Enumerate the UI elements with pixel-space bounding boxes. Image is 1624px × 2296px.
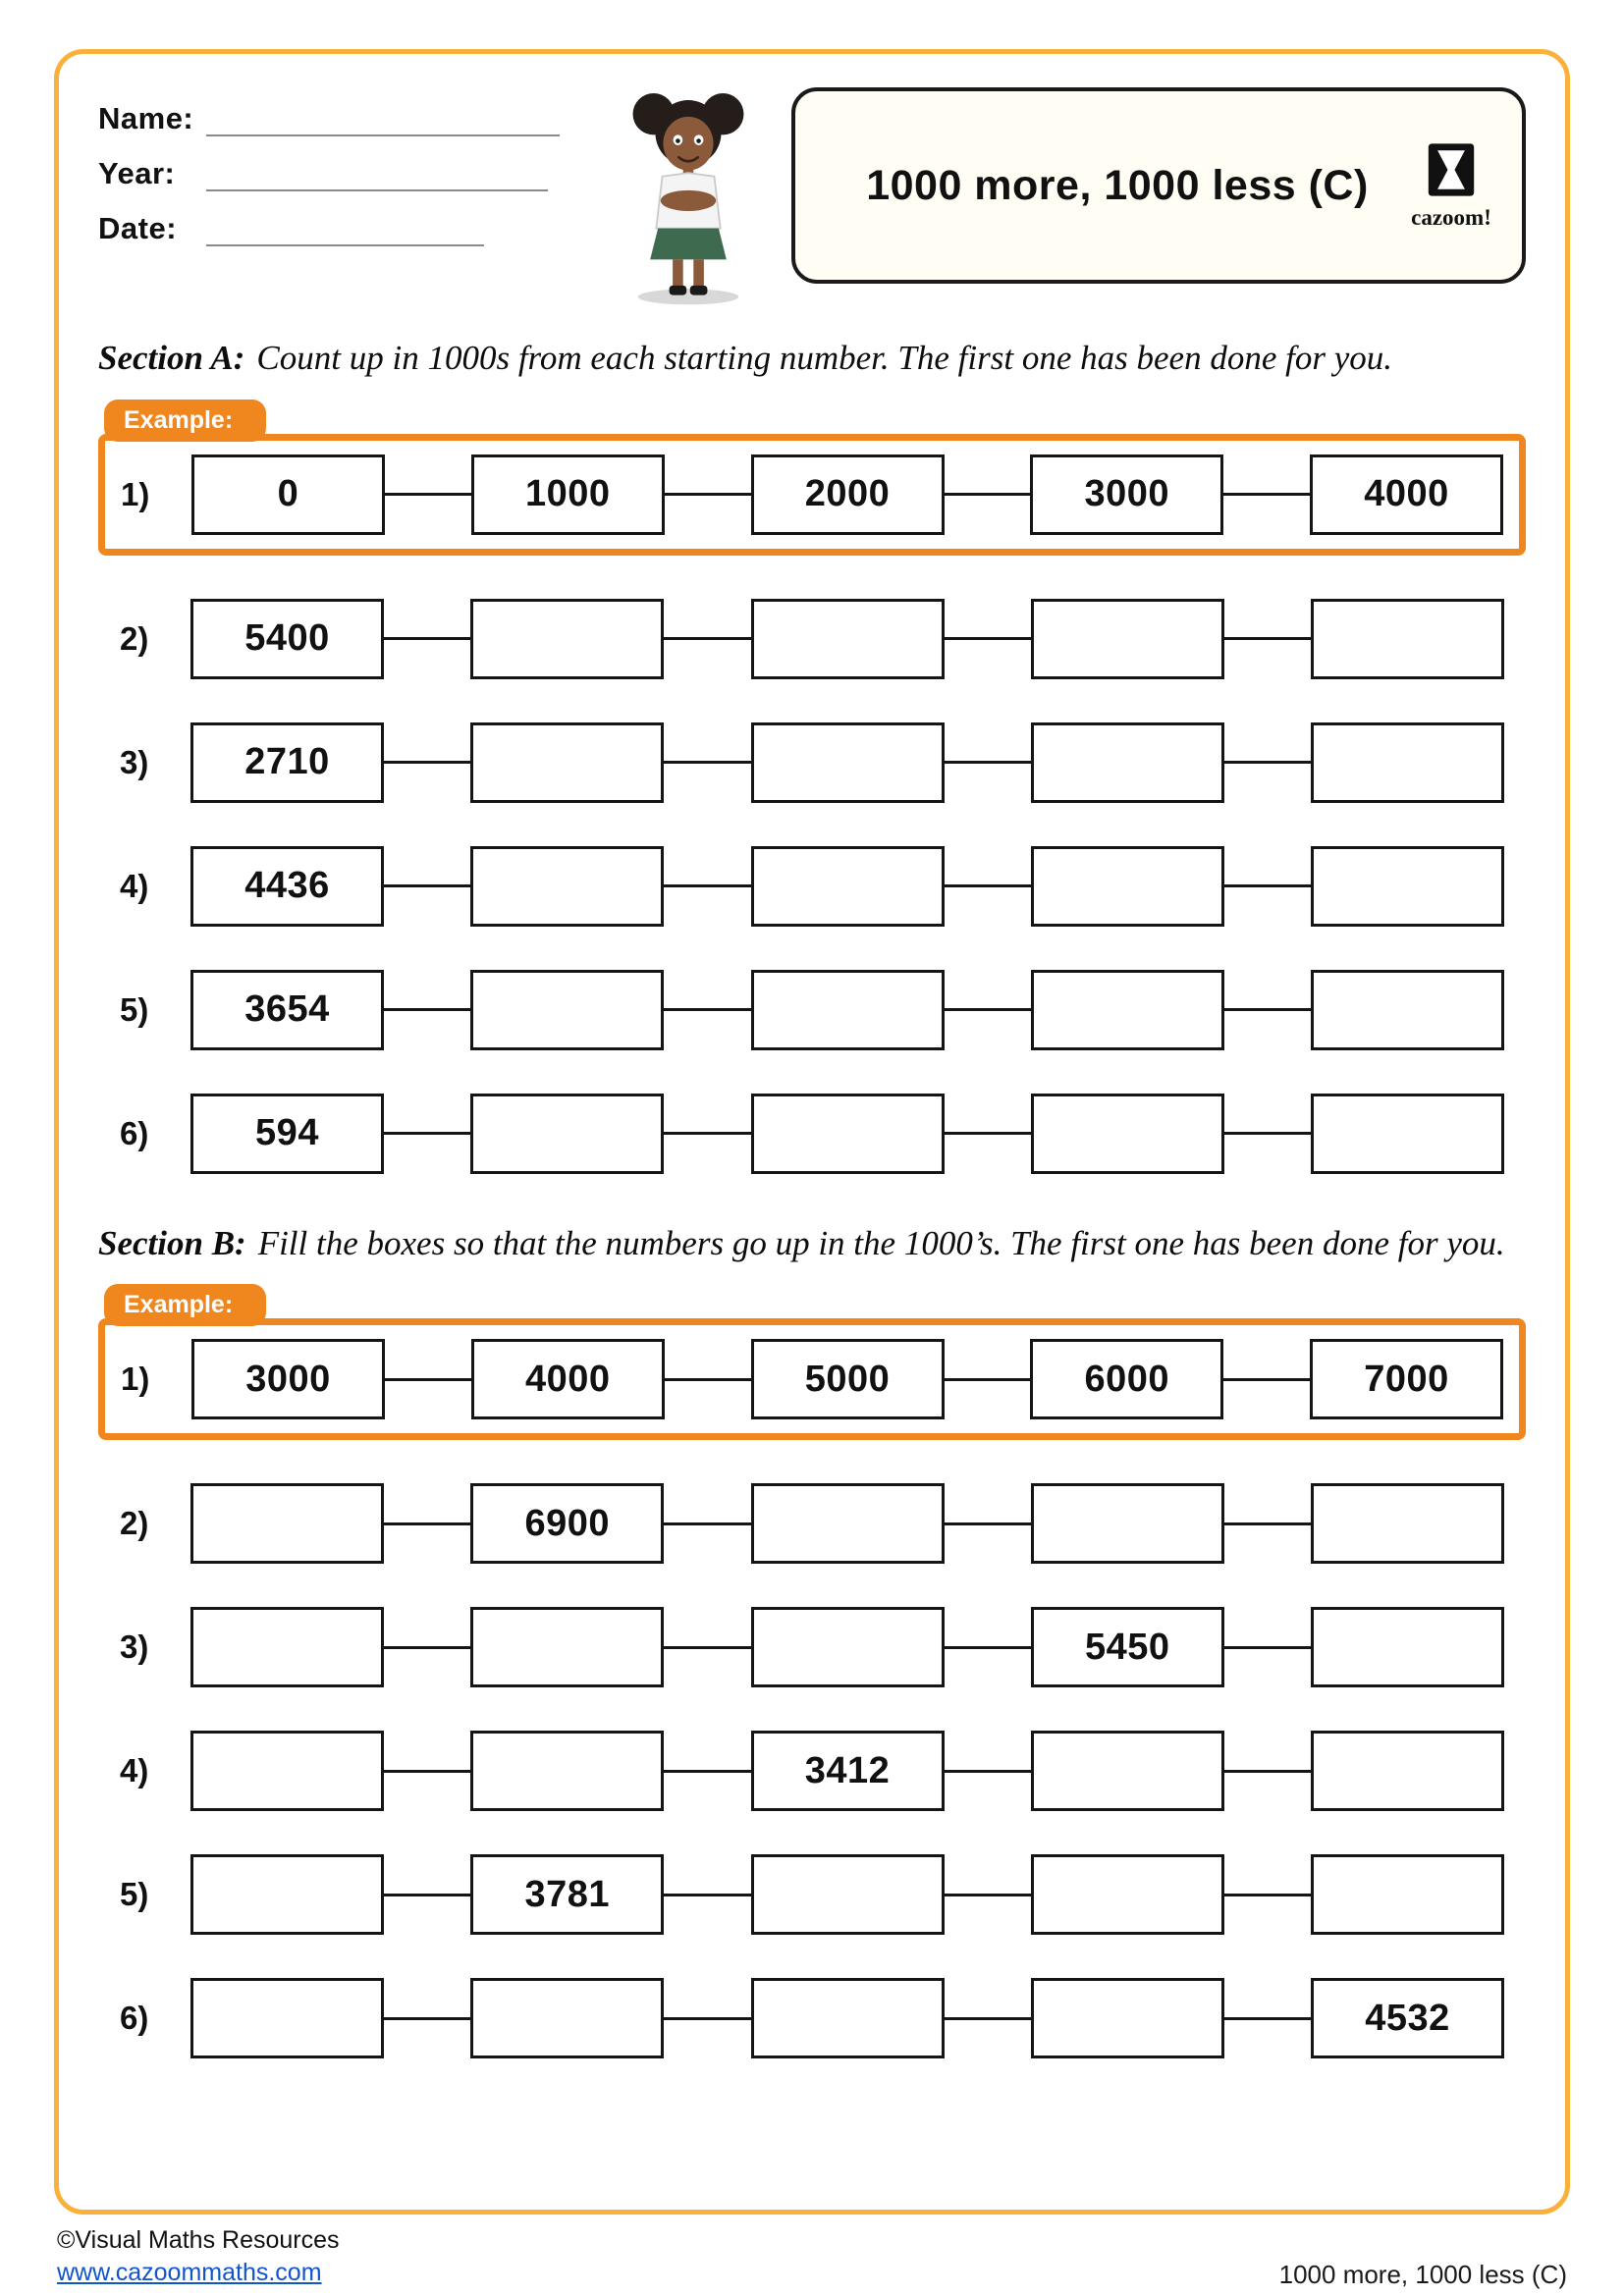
answer-box[interactable] xyxy=(1311,970,1504,1050)
example-frame xyxy=(98,434,1526,556)
row-number-label: 5) xyxy=(120,990,149,1028)
row-number-label: 3) xyxy=(120,743,149,780)
website-link[interactable]: www.cazoommaths.com xyxy=(57,2259,322,2287)
sequence-row xyxy=(98,1483,1526,1564)
page-border xyxy=(54,49,1570,2215)
example-frame xyxy=(98,1318,1526,1440)
connector-line xyxy=(1224,1894,1311,1896)
answer-box[interactable] xyxy=(1031,599,1224,679)
connector-line xyxy=(945,1894,1031,1896)
student-character-illustration xyxy=(615,87,762,310)
number-box: 3654 xyxy=(190,970,384,1050)
sequence-row xyxy=(98,1978,1526,2058)
hourglass-icon xyxy=(1426,141,1477,198)
number-box: 7000 xyxy=(1310,1339,1503,1419)
answer-box[interactable] xyxy=(1031,970,1224,1050)
title-box xyxy=(791,87,1526,284)
number-box: 2710 xyxy=(190,722,384,803)
connector-line xyxy=(1223,493,1310,496)
answer-box[interactable] xyxy=(470,1731,664,1811)
connector-line xyxy=(664,761,750,764)
answer-box[interactable] xyxy=(1031,1978,1224,2058)
connector-line xyxy=(384,761,470,764)
cartoon-girl-icon xyxy=(615,87,762,305)
answer-box[interactable] xyxy=(1311,722,1504,803)
connector-line xyxy=(664,2017,750,2020)
footer-page-title: 1000 more, 1000 less (C) xyxy=(1278,2260,1567,2289)
page-footer xyxy=(57,2224,1567,2291)
connector-line xyxy=(664,1646,750,1649)
number-box: 5400 xyxy=(190,599,384,679)
row-number-label: 2) xyxy=(120,619,149,657)
number-box: 3781 xyxy=(470,1854,664,1935)
cazoom-logo xyxy=(1406,141,1496,231)
sequence-row xyxy=(98,1731,1526,1811)
answer-box[interactable] xyxy=(751,1854,945,1935)
row-number-label: 6) xyxy=(120,2000,149,2037)
answer-box[interactable] xyxy=(1031,846,1224,927)
number-box: 4000 xyxy=(471,1339,665,1419)
connector-line xyxy=(665,493,751,496)
number-box: 594 xyxy=(190,1094,384,1174)
section-b-instructions xyxy=(98,1221,1526,1267)
answer-box[interactable] xyxy=(1311,1607,1504,1687)
answer-box[interactable] xyxy=(470,1978,664,2058)
row-number-label: 5) xyxy=(120,1876,149,1913)
connector-line xyxy=(945,493,1031,496)
connector-line xyxy=(1223,1378,1310,1381)
answer-box[interactable] xyxy=(190,1483,384,1564)
row-number-label: 2) xyxy=(120,1505,149,1542)
sequence-row xyxy=(98,1094,1526,1174)
answer-box[interactable] xyxy=(751,846,945,927)
connector-line xyxy=(1224,1646,1311,1649)
section-a-heading: Section A: xyxy=(98,339,245,377)
row-number-label: 4) xyxy=(120,867,149,904)
section-a-instructions xyxy=(98,336,1526,382)
number-box: 5000 xyxy=(751,1339,945,1419)
connector-line xyxy=(945,1008,1031,1011)
row-number-label: 3) xyxy=(120,1629,149,1666)
section-b xyxy=(98,1221,1526,2059)
date-input-line[interactable] xyxy=(206,211,484,246)
answer-box[interactable] xyxy=(1031,1854,1224,1935)
connector-line xyxy=(664,1770,750,1773)
number-box: 3412 xyxy=(751,1731,945,1811)
name-input-line[interactable] xyxy=(206,101,560,136)
connector-line xyxy=(384,1008,470,1011)
answer-box[interactable] xyxy=(190,1607,384,1687)
number-box: 4532 xyxy=(1311,1978,1504,2058)
connector-line xyxy=(664,1894,750,1896)
section-b-instruction-text: Fill the boxes so that the numbers go up in the 1000’s. The first one has been done for you. xyxy=(257,1223,1505,1262)
answer-box[interactable] xyxy=(1311,1854,1504,1935)
example-badge: Example: xyxy=(104,1284,266,1326)
connector-line xyxy=(945,1770,1031,1773)
connector-line xyxy=(664,884,750,887)
sequence-row xyxy=(98,599,1526,679)
number-box: 5450 xyxy=(1031,1607,1224,1687)
connector-line xyxy=(945,1646,1031,1649)
name-label: Name: xyxy=(98,101,194,135)
sequence-row xyxy=(98,1607,1526,1687)
connector-line xyxy=(384,1132,470,1135)
connector-line xyxy=(945,1132,1031,1135)
answer-box[interactable] xyxy=(470,846,664,927)
connector-line xyxy=(384,1522,470,1525)
sequence-row xyxy=(98,846,1526,927)
connector-line xyxy=(945,637,1031,640)
row-number-label: 6) xyxy=(120,1114,149,1151)
answer-box[interactable] xyxy=(751,722,945,803)
answer-box[interactable] xyxy=(1031,1731,1224,1811)
connector-line xyxy=(385,493,471,496)
connector-line xyxy=(1224,884,1311,887)
connector-line xyxy=(1224,1132,1311,1135)
answer-box[interactable] xyxy=(1031,1483,1224,1564)
copyright-text: ©Visual Maths Resources xyxy=(57,2225,340,2254)
connector-line xyxy=(1224,637,1311,640)
answer-box[interactable] xyxy=(751,1978,945,2058)
connector-line xyxy=(945,761,1031,764)
connector-line xyxy=(1224,1770,1311,1773)
connector-line xyxy=(945,884,1031,887)
number-box: 4000 xyxy=(1310,454,1503,535)
answer-box[interactable] xyxy=(751,1094,945,1174)
connector-line xyxy=(1224,761,1311,764)
connector-line xyxy=(945,1378,1031,1381)
answer-box[interactable] xyxy=(1031,722,1224,803)
cazoom-logo-text: cazoom! xyxy=(1411,204,1491,230)
connector-line xyxy=(665,1378,751,1381)
date-field-row xyxy=(98,211,609,246)
connector-line xyxy=(664,1132,750,1135)
row-number-label: 1) xyxy=(121,1361,150,1398)
answer-box[interactable] xyxy=(1311,846,1504,927)
connector-line xyxy=(664,1008,750,1011)
number-box: 3000 xyxy=(1030,454,1223,535)
answer-box[interactable] xyxy=(751,970,945,1050)
answer-box[interactable] xyxy=(751,1483,945,1564)
number-box: 4436 xyxy=(190,846,384,927)
sequence-row xyxy=(121,1339,1503,1419)
sequence-row xyxy=(98,1854,1526,1935)
sequence-row xyxy=(98,722,1526,803)
number-box: 3000 xyxy=(191,1339,385,1419)
connector-line xyxy=(664,637,750,640)
year-field-row xyxy=(98,156,609,191)
row-number-label: 1) xyxy=(121,475,150,512)
answer-box[interactable] xyxy=(1311,1094,1504,1174)
number-box: 2000 xyxy=(751,454,945,535)
number-box: 0 xyxy=(191,454,385,535)
connector-line xyxy=(385,1378,471,1381)
year-label: Year: xyxy=(98,156,176,190)
footer-credits xyxy=(57,2224,340,2291)
name-field-row xyxy=(98,101,609,136)
example-badge: Example: xyxy=(104,400,266,442)
connector-line xyxy=(664,1522,750,1525)
connector-line xyxy=(945,2017,1031,2020)
connector-line xyxy=(1224,2017,1311,2020)
connector-line xyxy=(1224,1522,1311,1525)
student-fields xyxy=(98,87,609,266)
answer-box[interactable] xyxy=(1311,1731,1504,1811)
sequence-row xyxy=(98,970,1526,1050)
connector-line xyxy=(384,637,470,640)
date-label: Date: xyxy=(98,211,178,245)
row-number-label: 4) xyxy=(120,1752,149,1789)
answer-box[interactable] xyxy=(470,599,664,679)
worksheet-header xyxy=(98,87,1526,289)
answer-box[interactable] xyxy=(190,1978,384,2058)
section-a xyxy=(98,336,1526,1174)
connector-line xyxy=(945,1522,1031,1525)
answer-box[interactable] xyxy=(1311,1483,1504,1564)
sequence-row xyxy=(121,454,1503,535)
answer-box[interactable] xyxy=(1311,599,1504,679)
answer-box[interactable] xyxy=(190,1731,384,1811)
answer-box[interactable] xyxy=(470,1607,664,1687)
worksheet-title: 1000 more, 1000 less (C) xyxy=(866,161,1369,209)
section-b-heading: Section B: xyxy=(98,1223,246,1262)
connector-line xyxy=(384,884,470,887)
number-box: 6900 xyxy=(470,1483,664,1564)
answer-box[interactable] xyxy=(751,599,945,679)
answer-box[interactable] xyxy=(751,1607,945,1687)
connector-line xyxy=(384,2017,470,2020)
section-a-instruction-text: Count up in 1000s from each starting number. The first one has been done for you. xyxy=(256,339,1392,377)
answer-box[interactable] xyxy=(470,1094,664,1174)
connector-line xyxy=(384,1770,470,1773)
connector-line xyxy=(384,1894,470,1896)
connector-line xyxy=(384,1646,470,1649)
connector-line xyxy=(1224,1008,1311,1011)
answer-box[interactable] xyxy=(470,722,664,803)
answer-box[interactable] xyxy=(1031,1094,1224,1174)
answer-box[interactable] xyxy=(190,1854,384,1935)
number-box: 1000 xyxy=(471,454,665,535)
number-box: 6000 xyxy=(1030,1339,1223,1419)
answer-box[interactable] xyxy=(470,970,664,1050)
year-input-line[interactable] xyxy=(206,156,548,191)
